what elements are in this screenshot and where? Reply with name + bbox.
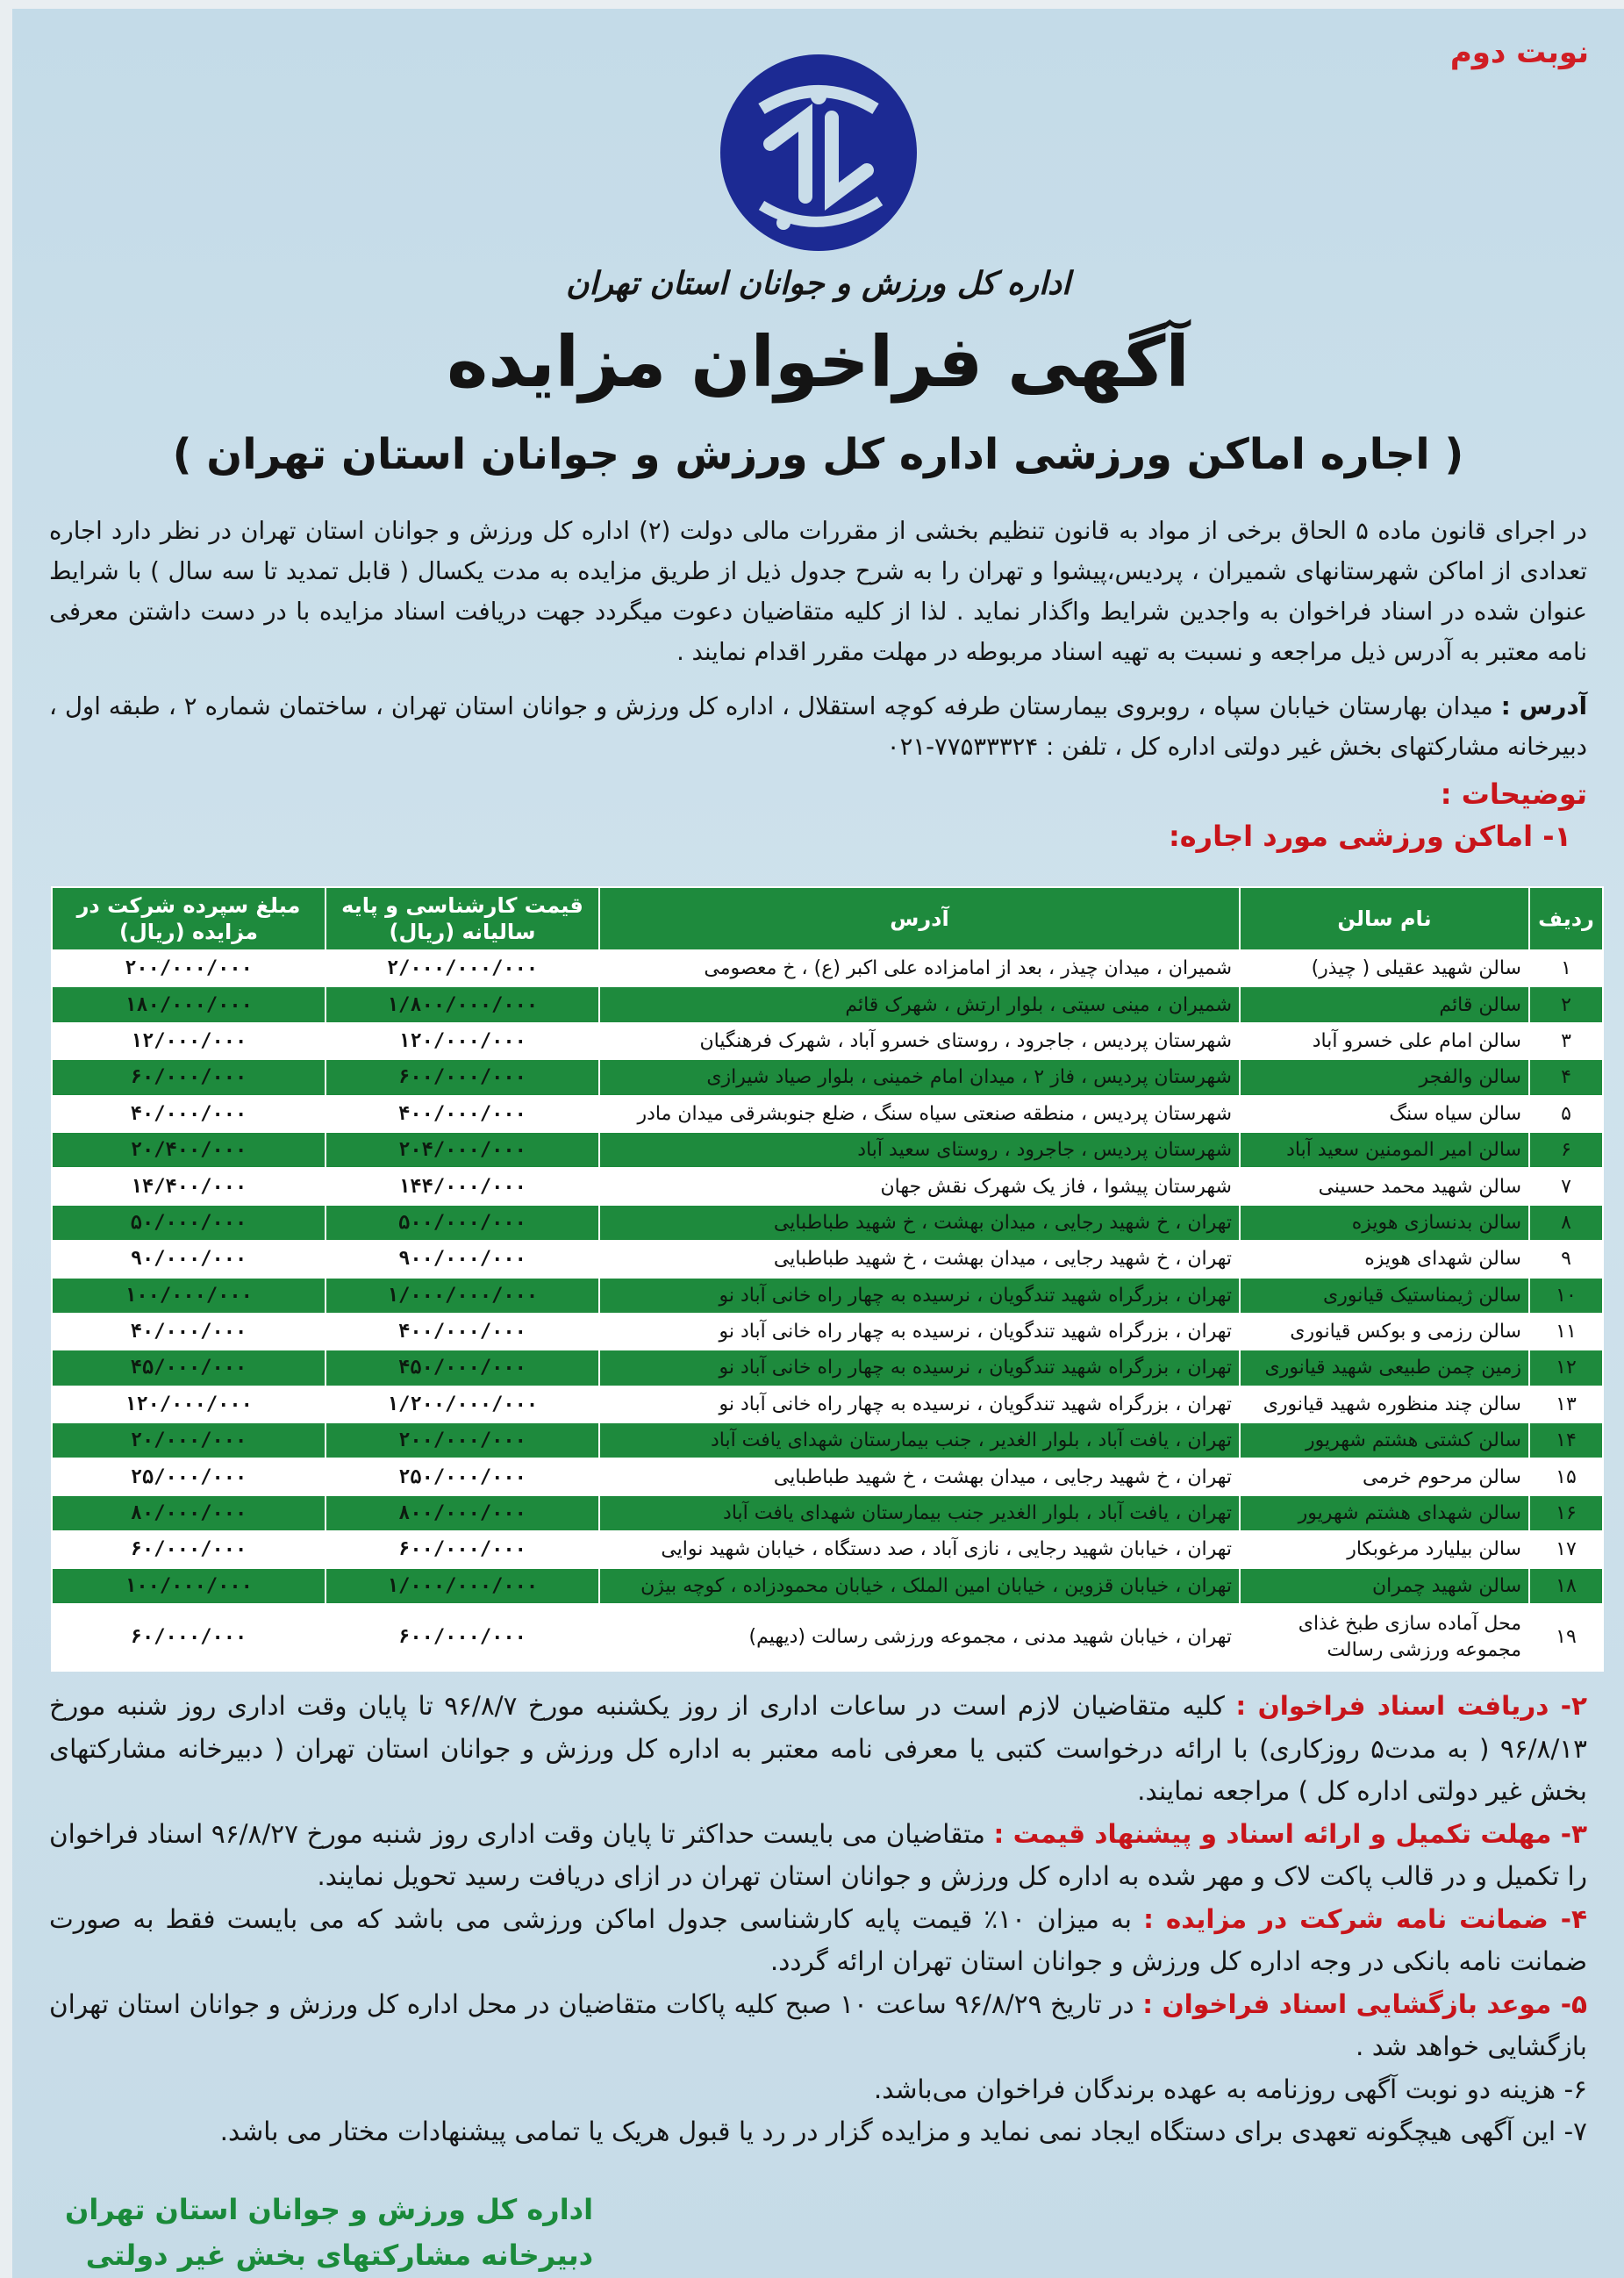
page-subtitle: ( اجاره اماکن ورزشی اداره کل ورزش و جوانان استان تهران ) (172, 430, 1464, 479)
section-5 (49, 1983, 1587, 2068)
header-price: قیمت کارشناسی و پایه سالیانه (ریال) (326, 887, 599, 950)
section-3 (49, 1813, 1587, 1898)
venue-address: تهران ، خ شهید رجایی ، میدان بهشت ، خ شهید طباطبایی (599, 1458, 1240, 1494)
section-6: ۶- هزینه دو نوبت آگهی روزنامه به عهده برندگان فراخوان می‌باشد. (873, 2074, 1587, 2104)
venue-name: سالن بیلیارد مرغوبکار (1240, 1531, 1529, 1567)
table-row (52, 1604, 1603, 1671)
table-row (52, 1132, 1603, 1168)
table-row (52, 1096, 1603, 1132)
base-price: ۱۲۰/۰۰۰/۰۰۰ (326, 1023, 599, 1059)
ministry-emblem-icon (709, 47, 928, 258)
section-7: ۷- این آگهی هیچگونه تعهدی برای دستگاه ایجاد نمی نماید و مزایده گزار در رد یا قبول هریک یا تمامی پیشنهادات مختار می باشد. (219, 2117, 1587, 2146)
intro-paragraph: در اجرای قانون ماده ۵ الحاق برخی از مواد به قانون تنظیم بخشی از مقررات مالی دولت (۲) اداره کل ورزش و جوانان استان تهران در نظر دارد اجاره تعدادی از اماکن شهرستانهای شمیران ، پردیس،پیشوا و تهران را به شرح جدول ذیل از طریق مزایده به مدت یکسال ( قابل تمدید تا سه سال ) با شرایط عنوان شده در اسناد فراخوان به واجدین شرایط واگذار نماید . لذا از کلیه متقاضیان دعوت میگردد جهت دریافت اسناد مزایده با در دست داشتن معرفی نامه معتبر به آدرس ذیل مراجعه و نسبت به تهیه اسناد مربوطه در مهلت مقرر اقدام نمایند . (49, 517, 1587, 666)
deposit-amount: ۱۰۰/۰۰۰/۰۰۰ (52, 1278, 326, 1314)
base-price: ۱/۰۰۰/۰۰۰/۰۰۰ (326, 1568, 599, 1604)
venues-table (53, 886, 1604, 1672)
header-address: آدرس (599, 887, 1240, 950)
deposit-amount: ۱۴/۴۰۰/۰۰۰ (52, 1168, 326, 1204)
logo (12, 47, 1624, 258)
venue-name: سالن شهید چمران (1240, 1568, 1529, 1604)
deposit-amount: ۱۲/۰۰۰/۰۰۰ (52, 1023, 326, 1059)
base-price: ۶۰۰/۰۰۰/۰۰۰ (326, 1604, 599, 1671)
table-row (52, 1531, 1603, 1567)
venue-name: سالن شهدای هویزه (1240, 1241, 1529, 1277)
venue-name: سالن بدنسازی هویزه (1240, 1205, 1529, 1241)
section-3-title: ۳- مهلت تکمیل و ارائه اسناد و پیشنهاد قیمت : (993, 1818, 1587, 1849)
venue-address: تهران ، خیابان قزوین ، خیابان امین الملک ، خیابان محمودزاده ، کوچه بیژن (599, 1568, 1240, 1604)
section-3-text: متقاضیان می بایست حداکثر تا پایان وقت اداری روز شنبه مورخ ۹۶/۸/۲۷ اسناد فراخوان را تکمیل و در قالب پاکت لاک و مهر شده به اداره کل ورزش و جوانان استان تهران در ازای دریافت رسید تحویل نمایند. (49, 1818, 1587, 1891)
venue-address: تهران ، یافت آباد ، بلوار الغدیر ، جنب بیمارستان شهدای یافت آباد (599, 1422, 1240, 1458)
section-2 (49, 1685, 1587, 1813)
base-price: ۴۰۰/۰۰۰/۰۰۰ (326, 1096, 599, 1132)
venue-address: تهران ، یافت آباد ، بلوار الغدیر جنب بیمارستان شهدای یافت آباد (599, 1495, 1240, 1531)
deposit-amount: ۵۰/۰۰۰/۰۰۰ (52, 1205, 326, 1241)
round-label: نوبت دوم (1449, 35, 1589, 70)
row-number: ۳ (1529, 1023, 1603, 1059)
row-number: ۷ (1529, 1168, 1603, 1204)
conditions-sections (49, 1685, 1587, 2153)
row-number: ۵ (1529, 1096, 1603, 1132)
venue-name: سالن چند منظوره شهید قیانوری (1240, 1386, 1529, 1422)
deposit-amount: ۶۰/۰۰۰/۰۰۰ (52, 1531, 326, 1567)
deposit-amount: ۱۲۰/۰۰۰/۰۰۰ (52, 1386, 326, 1422)
base-price: ۶۰۰/۰۰۰/۰۰۰ (326, 1059, 599, 1095)
deposit-amount: ۶۰/۰۰۰/۰۰۰ (52, 1059, 326, 1095)
venue-name: سالن مرحوم خرمی (1240, 1458, 1529, 1494)
deposit-amount: ۴۵/۰۰۰/۰۰۰ (52, 1350, 326, 1386)
venue-name: سالن شهدای هشتم شهریور (1240, 1495, 1529, 1531)
row-number: ۱۵ (1529, 1458, 1603, 1494)
org-name: اداره کل ورزش و جوانان استان تهران (566, 265, 1070, 302)
section-4-title: ۴- ضمانت نامه شرکت در مزایده : (1143, 1903, 1588, 1934)
row-number: ۹ (1529, 1241, 1603, 1277)
row-number: ۱ (1529, 950, 1603, 986)
row-number: ۱۷ (1529, 1531, 1603, 1567)
base-price: ۵۰۰/۰۰۰/۰۰۰ (326, 1205, 599, 1241)
venue-name: سالن کشتی هشتم شهریور (1240, 1422, 1529, 1458)
row-number: ۸ (1529, 1205, 1603, 1241)
row-number: ۱۱ (1529, 1314, 1603, 1350)
venue-name: سالن امیر المومنین سعید آباد (1240, 1132, 1529, 1168)
table-row (52, 1350, 1603, 1386)
table-row (52, 1278, 1603, 1314)
address-label: آدرس : (1500, 692, 1587, 720)
base-price: ۱/۰۰۰/۰۰۰/۰۰۰ (326, 1278, 599, 1314)
row-number: ۱۶ (1529, 1495, 1603, 1531)
venue-address: تهران ، خ شهید رجایی ، میدان بهشت ، خ شهید طباطبایی (599, 1241, 1240, 1277)
base-price: ۲/۰۰۰/۰۰۰/۰۰۰ (326, 950, 599, 986)
footer-signature (65, 2187, 593, 2278)
header-no: ردیف (1529, 887, 1603, 950)
deposit-amount: ۹۰/۰۰۰/۰۰۰ (52, 1241, 326, 1277)
table-row (52, 1168, 1603, 1204)
table-header-row (52, 887, 1603, 950)
table-row (52, 1059, 1603, 1095)
row-number: ۶ (1529, 1132, 1603, 1168)
table-row (52, 1205, 1603, 1241)
base-price: ۱۴۴/۰۰۰/۰۰۰ (326, 1168, 599, 1204)
section-5-text: در تاریخ ۹۶/۸/۲۹ ساعت ۱۰ صبح کلیه پاکات متقاضیان در محل اداره کل ورزش و جوانان استان تهران بازگشایی خواهد شد . (49, 1988, 1587, 2061)
deposit-amount: ۸۰/۰۰۰/۰۰۰ (52, 1495, 326, 1531)
venue-address: تهران ، خیابان شهید رجایی ، نازی آباد ، صد دستگاه ، خیابان شهید نوایی (599, 1531, 1240, 1567)
deposit-amount: ۲۵/۰۰۰/۰۰۰ (52, 1458, 326, 1494)
deposit-amount: ۲۰/۴۰۰/۰۰۰ (52, 1132, 326, 1168)
page-title: آگهی فراخوان مزایده (447, 321, 1190, 403)
table-row (52, 1241, 1603, 1277)
deposit-amount: ۲۰۰/۰۰۰/۰۰۰ (52, 950, 326, 986)
table-row (52, 1458, 1603, 1494)
venue-name: محل آماده سازی طبخ غذای مجموعه ورزشی رسالت (1240, 1604, 1529, 1671)
section-4 (49, 1898, 1587, 1983)
header-deposit: مبلغ سپرده شرکت در مزایده (ریال) (52, 887, 326, 950)
row-number: ۴ (1529, 1059, 1603, 1095)
venue-address: تهران ، بزرگراه شهید تندگویان ، نرسیده به چهار راه خانی آباد نو (599, 1350, 1240, 1386)
table-row (52, 950, 1603, 986)
address-paragraph (49, 686, 1587, 767)
venue-address: شهرستان پردیس ، فاز ۲ ، میدان امام خمینی ، بلوار صیاد شیرازی (599, 1059, 1240, 1095)
table-row (52, 986, 1603, 1022)
base-price: ۴۵۰/۰۰۰/۰۰۰ (326, 1350, 599, 1386)
base-price: ۲۰۰/۰۰۰/۰۰۰ (326, 1422, 599, 1458)
section-2-title: ۲- دریافت اسناد فراخوان : (1235, 1691, 1587, 1721)
venue-name: سالن ژیمناستیک قیانوری (1240, 1278, 1529, 1314)
section-4-text: به میزان ۱۰٪ قیمت پایه کارشناسی جدول اماکن ورزشی می باشد که می بایست فقط به صورت ضمانت نامه بانکی در وجه اداره کل ورزش و جوانان استان تهران ارائه گردد. (49, 1903, 1587, 1976)
venue-address: شهرستان پردیس ، جاجرود ، روستای خسرو آباد ، شهرک فرهنگیان (599, 1023, 1240, 1059)
venue-address: تهران ، بزرگراه شهید تندگویان ، نرسیده به چهار راه خانی آباد نو (599, 1386, 1240, 1422)
row-number: ۱۸ (1529, 1568, 1603, 1604)
venue-address: شهرستان پردیس ، جاجرود ، روستای سعید آباد (599, 1132, 1240, 1168)
row-number: ۱۴ (1529, 1422, 1603, 1458)
deposit-amount: ۴۰/۰۰۰/۰۰۰ (52, 1314, 326, 1350)
base-price: ۸۰۰/۰۰۰/۰۰۰ (326, 1495, 599, 1531)
row-number: ۱۲ (1529, 1350, 1603, 1386)
base-price: ۶۰۰/۰۰۰/۰۰۰ (326, 1531, 599, 1567)
deposit-amount: ۴۰/۰۰۰/۰۰۰ (52, 1096, 326, 1132)
table-row (52, 1422, 1603, 1458)
section-5-title: ۵- موعد بازگشایی اسناد فراخوان : (1142, 1988, 1588, 2019)
section1-title: ۱- اماکن ورزشی مورد اجاره: (1168, 820, 1571, 853)
table-row (52, 1495, 1603, 1531)
footer-line-2: دبیرخانه مشارکتهای بخش غیر دولتی (85, 2239, 594, 2272)
venue-address: تهران ، خیابان شهید مدنی ، مجموعه ورزشی رسالت (دیهیم) (599, 1604, 1240, 1671)
venue-name: سالن امام علی خسرو آباد (1240, 1023, 1529, 1059)
venue-address: شمیران ، میدان چیذر ، بعد از امامزاده علی اکبر (ع) ، خ معصومی (599, 950, 1240, 986)
venue-name: سالن شهید محمد حسینی (1240, 1168, 1529, 1204)
venue-name: سالن قائم (1240, 986, 1529, 1022)
table-row (52, 1568, 1603, 1604)
deposit-amount: ۱۰۰/۰۰۰/۰۰۰ (52, 1568, 326, 1604)
row-number: ۲ (1529, 986, 1603, 1022)
header-name: نام سالن (1240, 887, 1529, 950)
row-number: ۱۰ (1529, 1278, 1603, 1314)
base-price: ۱/۲۰۰/۰۰۰/۰۰۰ (326, 1386, 599, 1422)
venue-address: تهران ، بزرگراه شهید تندگویان ، نرسیده به چهار راه خانی آباد نو (599, 1278, 1240, 1314)
venue-name: سالن رزمی و بوکس قیانوری (1240, 1314, 1529, 1350)
row-number: ۱۳ (1529, 1386, 1603, 1422)
base-price: ۲۰۴/۰۰۰/۰۰۰ (326, 1132, 599, 1168)
venue-address: تهران ، خ شهید رجایی ، میدان بهشت ، خ شهید طباطبایی (599, 1205, 1240, 1241)
base-price: ۹۰۰/۰۰۰/۰۰۰ (326, 1241, 599, 1277)
venue-name: سالن والفجر (1240, 1059, 1529, 1095)
venue-name: سالن شهید عقیلی ( چیذر) (1240, 950, 1529, 986)
section-2-text: کلیه متقاضیان لازم است در ساعات اداری از روز یکشنبه مورخ ۹۶/۸/۷ تا پایان وقت اداری روز شنبه مورخ ۹۶/۸/۱۳ ( به مدت۵ روزکاری) با ارائه درخواست کتبی یا معرفی نامه معتبر به اداره کل ورزش و جوانان استان تهران ( دبیرخانه مشارکتهای بخش غیر دولتی اداره کل ) مراجعه نمایند. (49, 1691, 1587, 1806)
deposit-amount: ۱۸۰/۰۰۰/۰۰۰ (52, 986, 326, 1022)
venue-address: شهرستان پیشوا ، فاز یک شهرک نقش جهان (599, 1168, 1240, 1204)
address-text: میدان بهارستان خیابان سپاه ، روبروی بیمارستان طرفه کوچه استقلال ، اداره کل ورزش و جوانان استان تهران ، ساختمان شماره ۲ ، طبقه اول ، دبیرخانه مشارکتهای بخش غیر دولتی اداره کل ، تلفن : ۷۷۵۳۳۳۲۴-۰۲۱ (49, 692, 1587, 761)
venue-name: سالن سیاه سنگ (1240, 1096, 1529, 1132)
table-row (52, 1023, 1603, 1059)
base-price: ۴۰۰/۰۰۰/۰۰۰ (326, 1314, 599, 1350)
deposit-amount: ۶۰/۰۰۰/۰۰۰ (52, 1604, 326, 1671)
footer-line-1: اداره کل ورزش و جوانان استان تهران (65, 2193, 594, 2226)
venue-address: شهرستان پردیس ، منطقه صنعتی سیاه سنگ ، ضلع جنوبشرقی میدان مادر (599, 1096, 1240, 1132)
venue-address: شمیران ، مینی سیتی ، بلوار ارتش ، شهرک قائم (599, 986, 1240, 1022)
notes-label: توضیحات : (1440, 777, 1587, 811)
base-price: ۲۵۰/۰۰۰/۰۰۰ (326, 1458, 599, 1494)
table-row (52, 1314, 1603, 1350)
venue-address: تهران ، بزرگراه شهید تندگویان ، نرسیده به چهار راه خانی آباد نو (599, 1314, 1240, 1350)
base-price: ۱/۸۰۰/۰۰۰/۰۰۰ (326, 986, 599, 1022)
row-number: ۱۹ (1529, 1604, 1603, 1671)
deposit-amount: ۲۰/۰۰۰/۰۰۰ (52, 1422, 326, 1458)
venue-name: زمین چمن طبیعی شهید قیانوری (1240, 1350, 1529, 1386)
table-row (52, 1386, 1603, 1422)
